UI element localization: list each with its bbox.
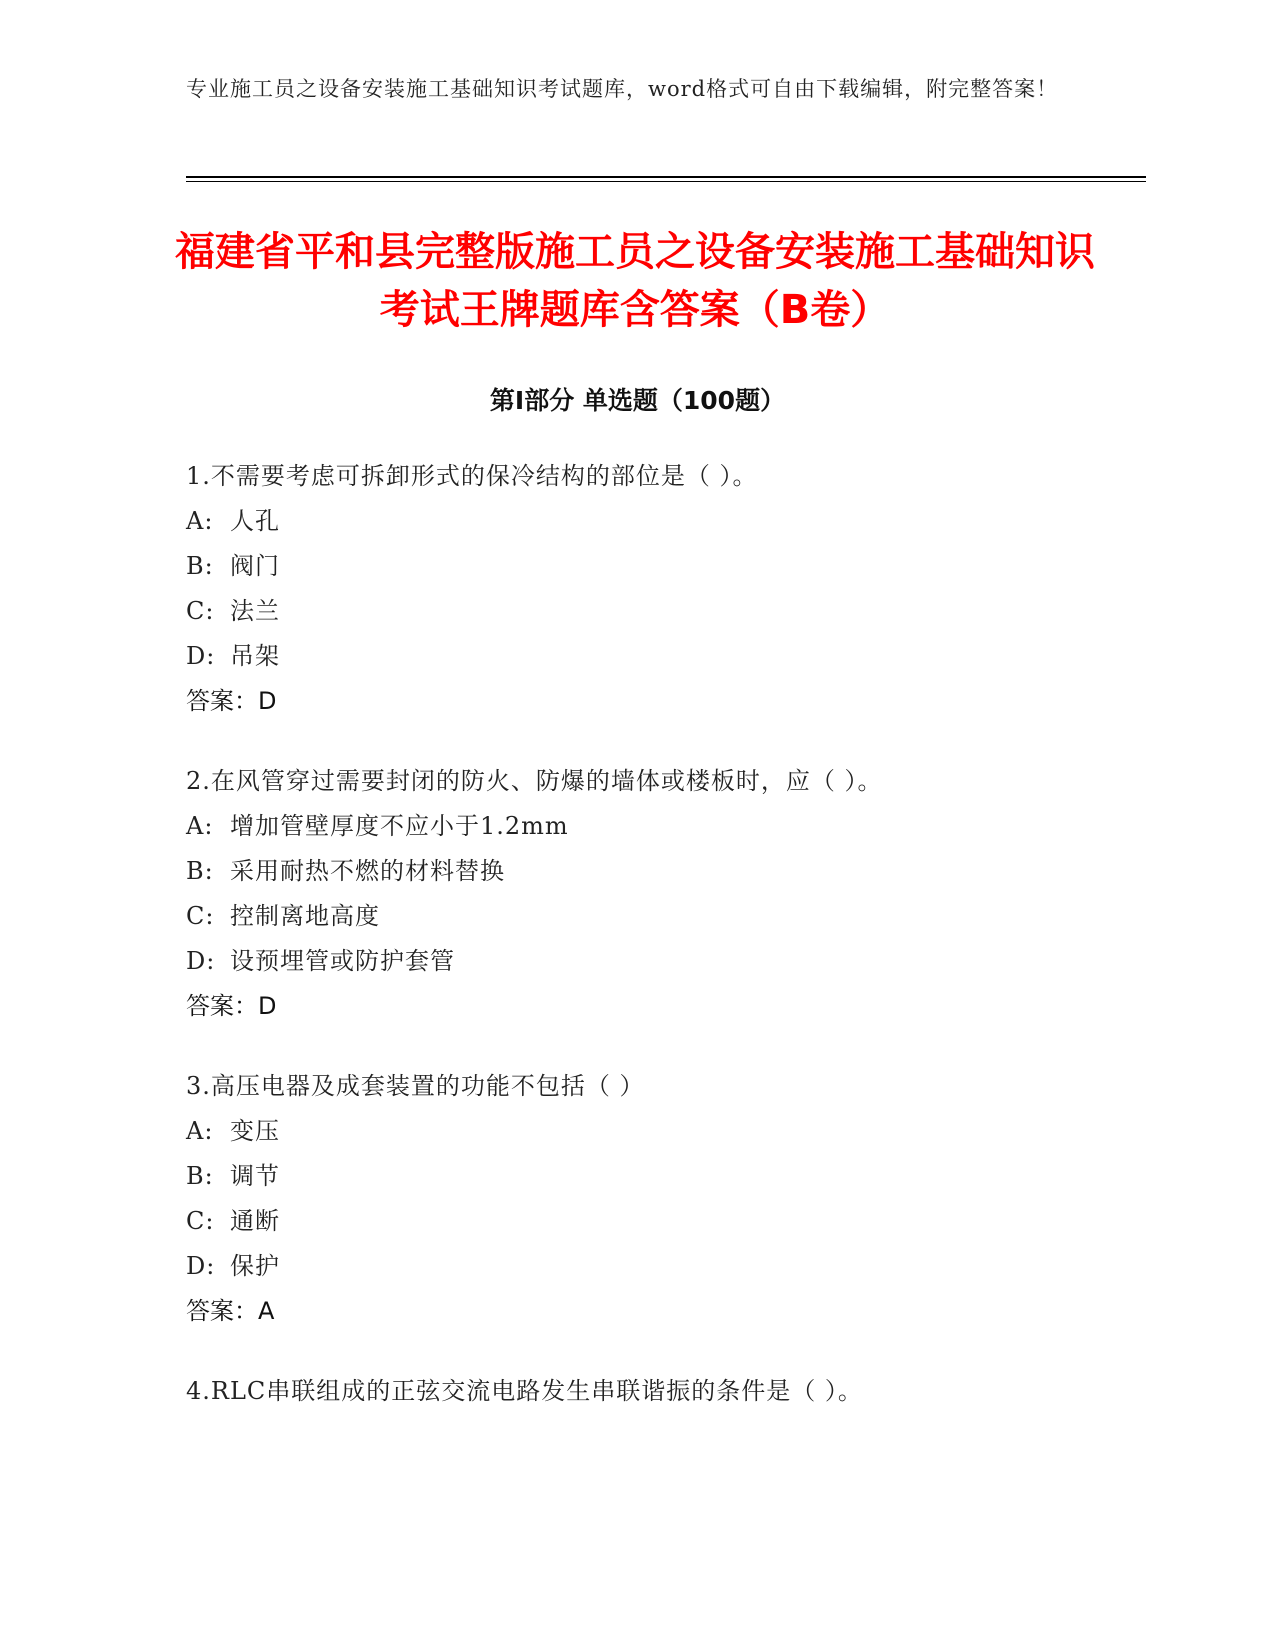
option-b: [186, 544, 1146, 589]
option-text: 采用耐热不燃的材料替换: [230, 857, 505, 885]
option-label: B:: [186, 552, 214, 580]
option-label: D:: [186, 1252, 216, 1280]
option-text: 通断: [230, 1207, 280, 1235]
option-d: [186, 1244, 1146, 1289]
option-c: [186, 589, 1146, 634]
answer: 答案：A: [186, 1297, 275, 1325]
question-text: 1.不需要考虑可拆卸形式的保冷结构的部位是（ ）。: [186, 462, 758, 490]
answer: 答案：D: [186, 992, 277, 1020]
option-text: 增加管壁厚度不应小于1.2mm: [230, 812, 569, 840]
option-text: 变压: [230, 1117, 280, 1145]
question-4: [186, 1369, 1146, 1414]
header-rule-thick: [186, 176, 1146, 178]
option-a: [186, 499, 1146, 544]
option-text: 保护: [230, 1252, 280, 1280]
header-note: 专业施工员之设备安装施工基础知识考试题库，word格式可自由下载编辑，附完整答案！: [186, 77, 1059, 101]
option-c: [186, 1199, 1146, 1244]
header-rule-thin: [186, 181, 1146, 182]
answer: 答案：D: [186, 687, 277, 715]
option-a: [186, 804, 1146, 849]
option-label: C:: [186, 1207, 215, 1235]
option-label: C:: [186, 597, 215, 625]
option-text: 法兰: [230, 597, 280, 625]
option-label: A:: [186, 1117, 214, 1145]
option-text: 阀门: [230, 552, 280, 580]
document-title: 福建省平和县完整版施工员之设备安装施工基础知识考试王牌题库含答案（B卷）: [175, 229, 1095, 333]
option-b: [186, 849, 1146, 894]
option-text: 调节: [230, 1162, 280, 1190]
section-heading: 第Ⅰ部分 单选题（100题）: [489, 386, 786, 415]
option-label: B:: [186, 1162, 214, 1190]
question-2: [186, 759, 1146, 1029]
option-text: 设预埋管或防护套管: [230, 947, 455, 975]
option-d: [186, 634, 1146, 679]
question-text: 2.在风管穿过需要封闭的防火、防爆的墙体或楼板时，应（ ）。: [186, 767, 883, 795]
option-a: [186, 1109, 1146, 1154]
option-label: C:: [186, 902, 215, 930]
option-label: A:: [186, 507, 214, 535]
option-text: 吊架: [230, 642, 280, 670]
option-c: [186, 894, 1146, 939]
option-text: 控制离地高度: [230, 902, 380, 930]
option-d: [186, 939, 1146, 984]
question-text: 3.高压电器及成套装置的功能不包括（ ）: [186, 1072, 645, 1100]
question-text: 4.RLC串联组成的正弦交流电路发生串联谐振的条件是（ ）。: [186, 1377, 863, 1405]
option-label: D:: [186, 947, 216, 975]
option-label: A:: [186, 812, 214, 840]
question-3: [186, 1064, 1146, 1334]
option-label: D:: [186, 642, 216, 670]
option-label: B:: [186, 857, 214, 885]
option-text: 人孔: [230, 507, 280, 535]
question-1: [186, 454, 1146, 724]
option-b: [186, 1154, 1146, 1199]
